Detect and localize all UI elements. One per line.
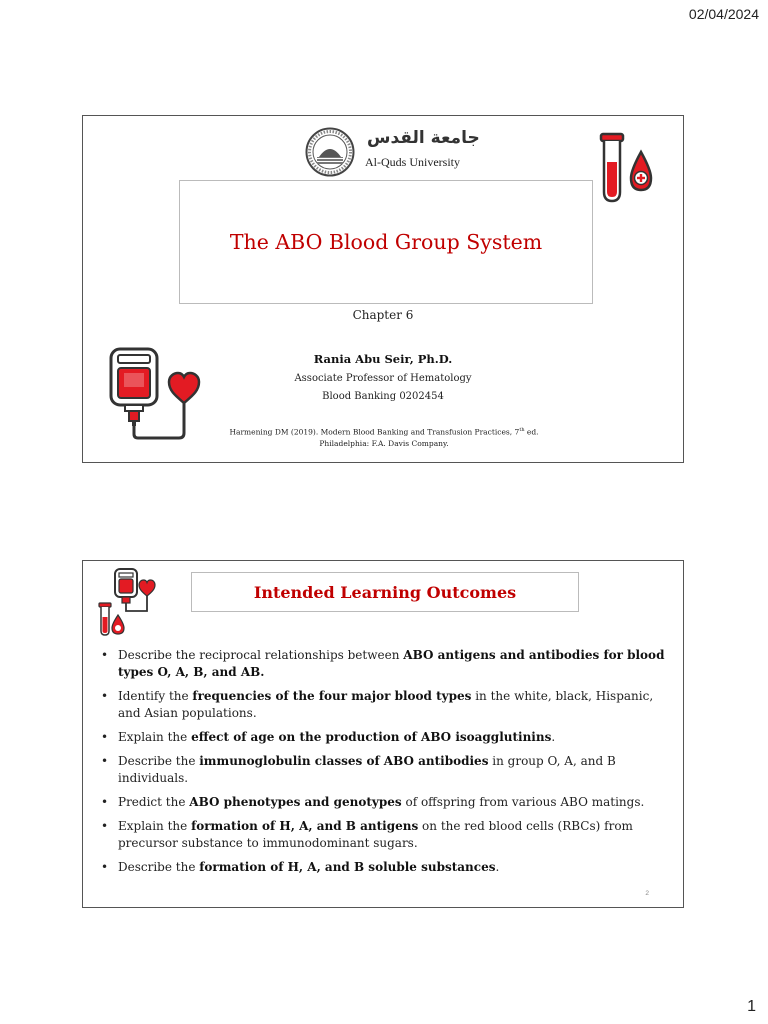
- outcome-emphasis: formation of H, A, and B antigens: [191, 819, 419, 833]
- slide-number: 2: [645, 890, 649, 897]
- outcome-emphasis: formation of H, A, and B soluble substances: [199, 860, 496, 874]
- course-name: Blood Banking 0202454: [322, 391, 444, 402]
- outcome-item: [101, 647, 675, 681]
- slide-learning-outcomes: [82, 560, 684, 908]
- outcomes-list: [101, 647, 675, 883]
- outcome-text: Explain the: [118, 819, 192, 833]
- presentation-title: The ABO Blood Group System: [229, 230, 543, 254]
- outcome-text: Describe the: [118, 860, 200, 874]
- reference-line-2: Philadelphia: F.A. Davis Company.: [319, 438, 449, 448]
- outcome-emphasis: effect of age on the production of ABO isoagglutinins: [191, 730, 552, 744]
- outcome-emphasis: ABO antigens and antibodies for blood types O, A, B, and AB.: [118, 648, 665, 679]
- outcome-item: [101, 688, 675, 722]
- outcome-item: [101, 753, 675, 787]
- outcome-text: in the white, black, Hispanic, and Asian populations.: [118, 689, 654, 720]
- outcome-item: [101, 859, 675, 876]
- outcomes-title: Intended Learning Outcomes: [253, 582, 517, 602]
- outcome-emphasis: ABO phenotypes and genotypes: [189, 795, 402, 809]
- outcome-text: in group O, A, and B individuals.: [118, 754, 616, 785]
- outcome-text: Describe the reciprocal relationships between: [118, 648, 404, 662]
- outcome-item: [101, 818, 675, 852]
- page-number: 1: [747, 998, 756, 1015]
- university-name-english: Al-Quds University: [365, 155, 460, 169]
- outcome-item: [101, 794, 675, 811]
- outcome-text: Explain the: [118, 730, 192, 744]
- outcome-text: of offspring from various ABO matings.: [401, 795, 645, 809]
- blood-bag-tube-icon: [97, 567, 159, 637]
- test-tube-blood-drop-icon: [597, 132, 663, 204]
- university-seal-icon: [305, 127, 355, 177]
- outcome-emphasis: frequencies of the four major blood types: [192, 689, 472, 703]
- document-date: 02/04/2024: [688, 6, 759, 22]
- reference-line-1: Harmening DM (2019). Modern Blood Banking and Transfusion Practices, 7th ed.: [229, 427, 539, 437]
- outcome-text: Predict the: [118, 795, 190, 809]
- chapter-label: Chapter 6: [352, 308, 414, 322]
- outcomes-title-box: [191, 572, 579, 612]
- university-name-arabic: جامعة القدس: [367, 128, 480, 148]
- slide-title: [82, 115, 684, 463]
- outcome-text: Describe the: [118, 754, 200, 768]
- outcome-text: .: [495, 860, 500, 874]
- reference-citation: [203, 425, 565, 449]
- outcome-text: .: [551, 730, 556, 744]
- title-box: [179, 180, 593, 304]
- author-name: Rania Abu Seir, Ph.D.: [313, 352, 453, 366]
- outcome-item: [101, 729, 675, 746]
- university-logo: [305, 124, 545, 182]
- author-role: Associate Professor of Hematology: [294, 373, 472, 384]
- outcome-text: on the red blood cells (RBCs) from precursor substance to immunodominant sugars.: [118, 819, 633, 850]
- outcome-emphasis: immunoglobulin classes of ABO antibodies: [199, 754, 489, 768]
- outcome-text: Identify the: [118, 689, 193, 703]
